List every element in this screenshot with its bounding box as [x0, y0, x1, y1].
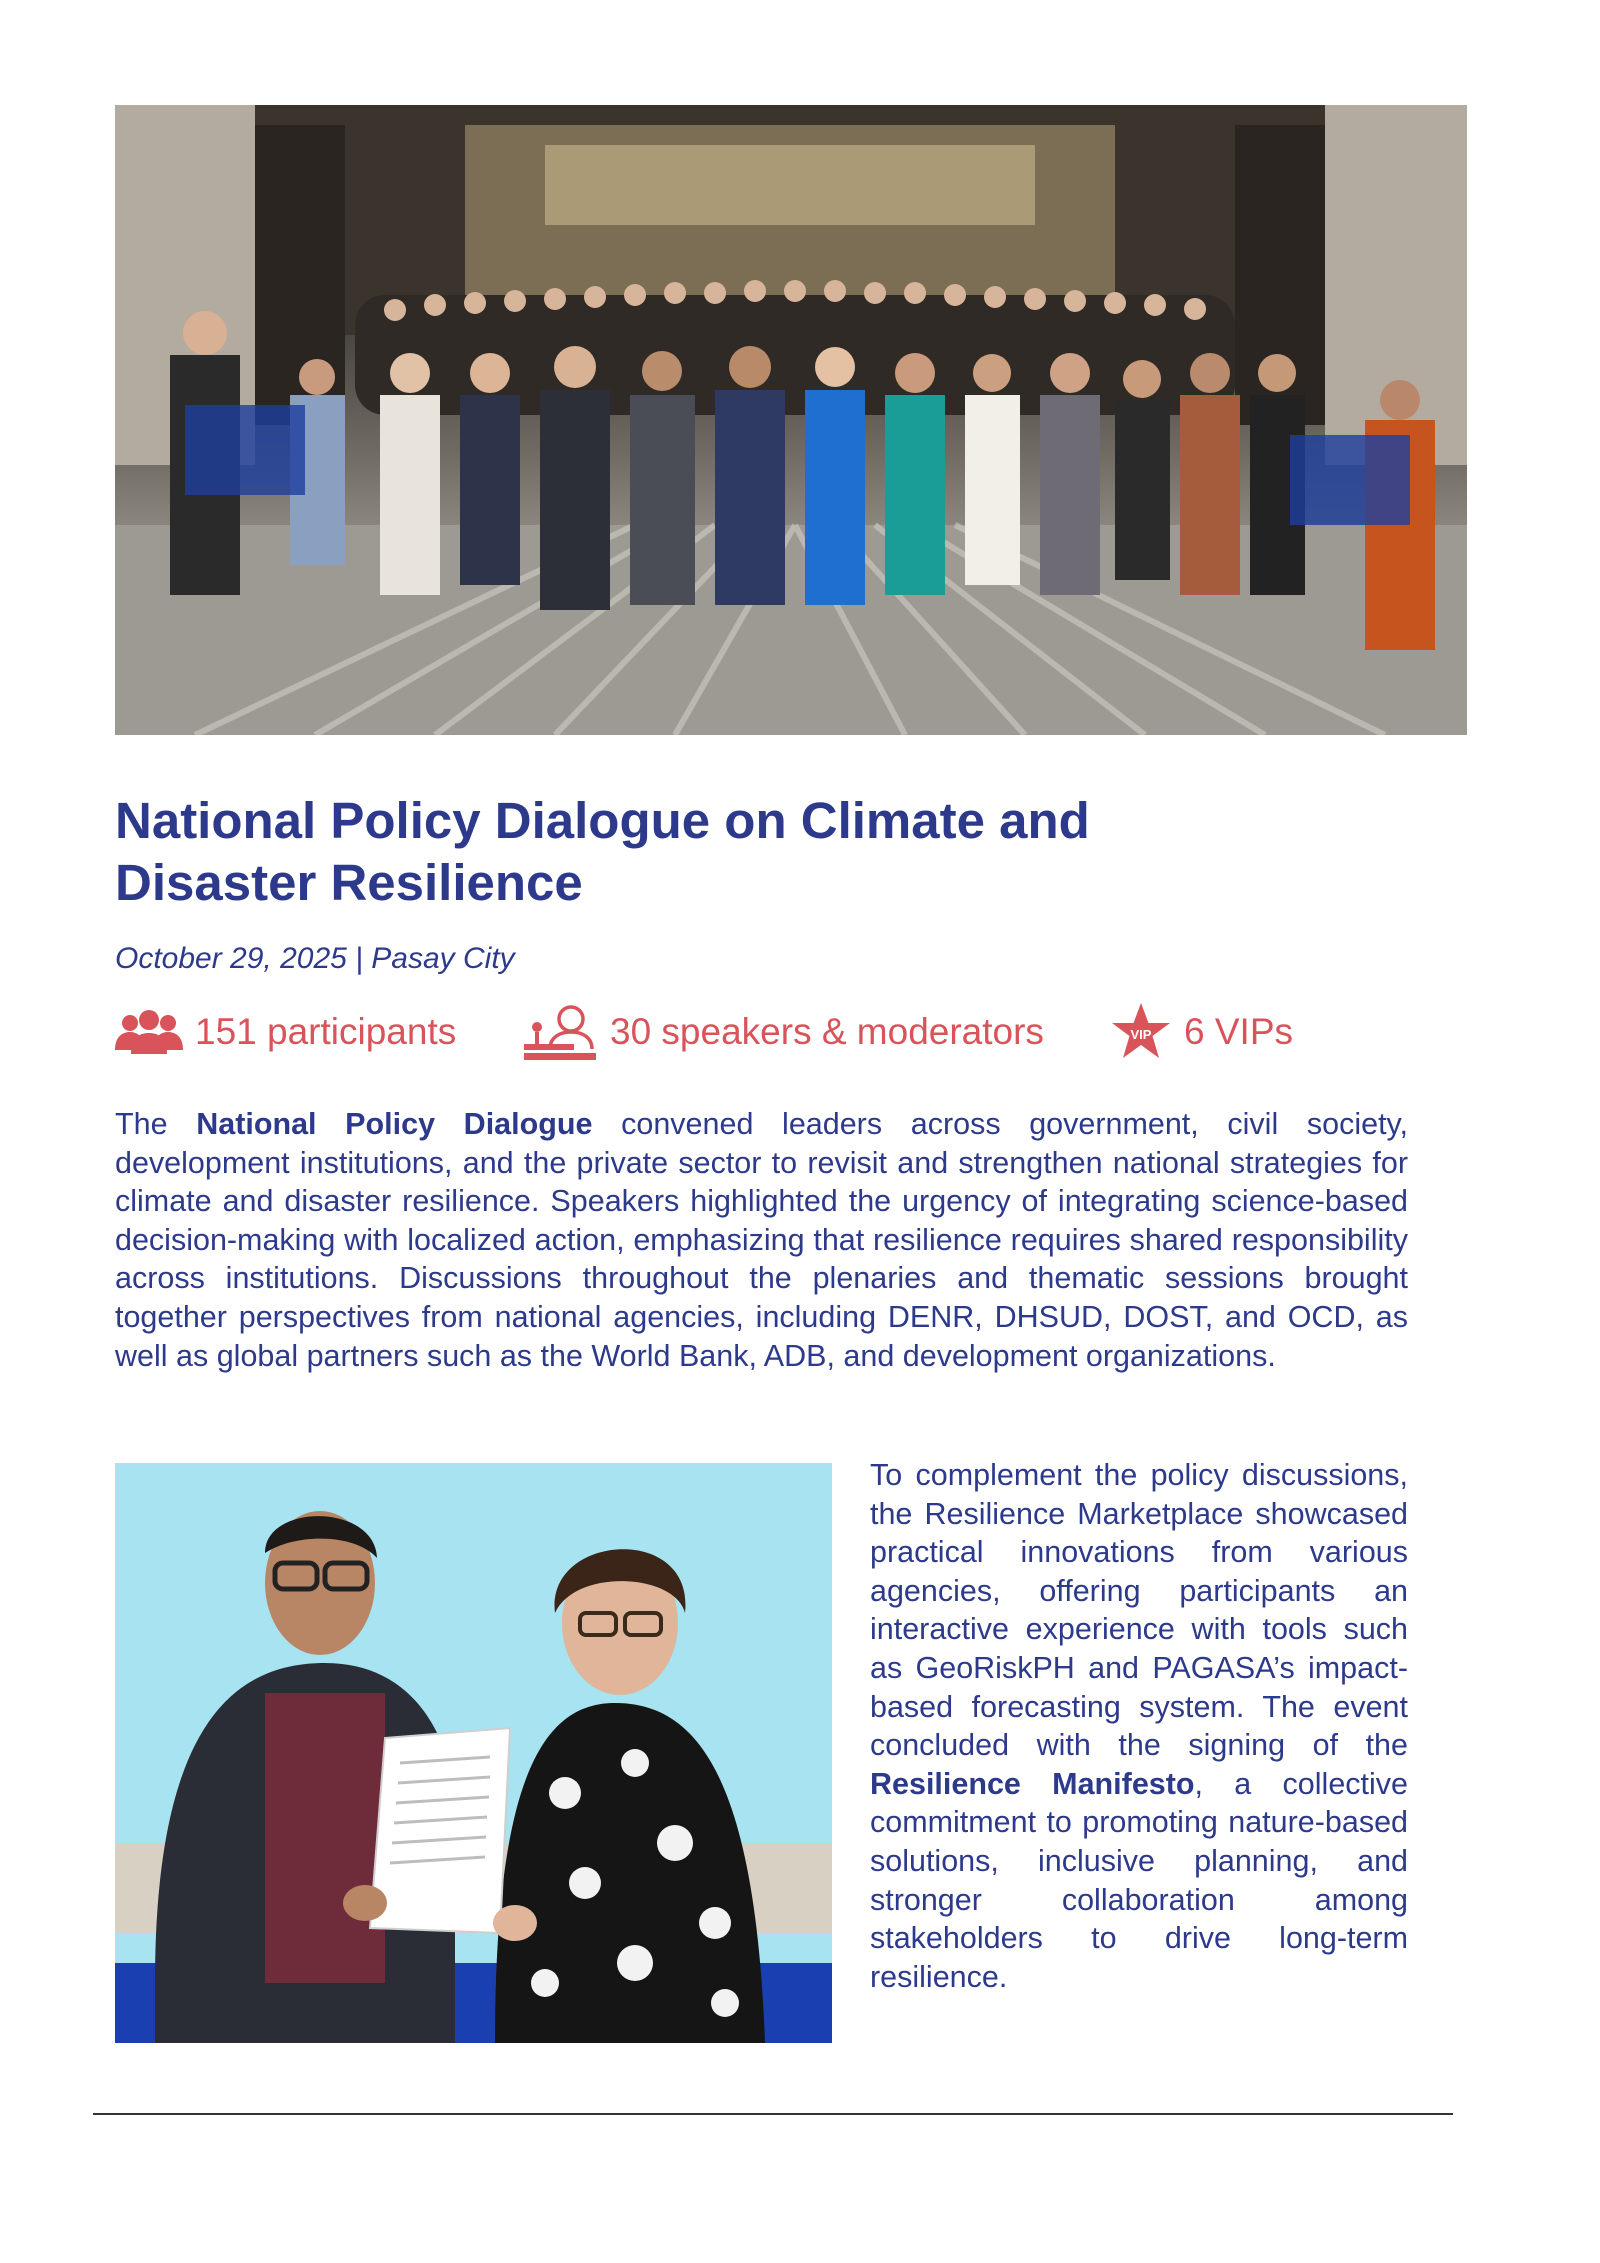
side-body: , a collective commitment to promoting nature-based solutions, inclusive planning, and stronger collaboration among stakeholders to drive long-term resilience. — [870, 1766, 1408, 1994]
manifesto-bold-term: Resilience Manifesto — [870, 1766, 1195, 1801]
group-photo — [115, 105, 1467, 735]
intro-lead: The — [115, 1107, 197, 1141]
intro-paragraph — [115, 1105, 1408, 1375]
title-line-2: Disaster Resilience — [115, 854, 583, 911]
signing-photo — [115, 1463, 832, 2043]
stats-row — [115, 1000, 1415, 1064]
date-location: October 29, 2025 | Pasay City — [115, 942, 515, 975]
participants-count: 151 participants — [195, 1011, 457, 1052]
speaker-podium-icon — [522, 1003, 598, 1061]
vips-count: 6 VIPs — [1184, 1011, 1293, 1052]
participants-stat — [115, 1000, 456, 1064]
speakers-stat — [522, 1000, 1044, 1064]
speakers-count: 30 speakers & moderators — [610, 1011, 1044, 1052]
marketplace-paragraph — [870, 1456, 1408, 1996]
vip-star-icon — [1110, 1002, 1172, 1062]
side-lead: To complement the policy discussions, the Resilience Marketplace showcased practical innovations from various agencies, offering participants an interactive experience with tools such as GeoRiskPH and PAGASA’s impact-based forecasting system. The event concluded with the signing of the — [870, 1458, 1408, 1763]
intro-body: convened leaders across government, civil society, development institutions, and the private sector to revisit and strengthen national strategies for climate and disaster resilience. Speakers highlighted the urgency of integrating science-based decision-making with localized action, emphasizing that resilience requires shared responsibility across institutions. Discussions throughout the plenaries and thematic sessions brought together perspectives from national agencies, including DENR, DHSUD, DOST, and OCD, as well as global partners such as the World Bank, ADB, and development organizations. — [115, 1107, 1409, 1373]
article-title — [115, 790, 1215, 914]
vips-stat — [1110, 1000, 1293, 1064]
footer-divider — [93, 2113, 1453, 2115]
people-group-icon — [115, 1010, 183, 1054]
intro-bold-term: National Policy Dialogue — [196, 1107, 593, 1141]
vip-badge-text: VIP — [1130, 1027, 1152, 1042]
title-line-1: National Policy Dialogue on Climate and — [115, 792, 1090, 849]
